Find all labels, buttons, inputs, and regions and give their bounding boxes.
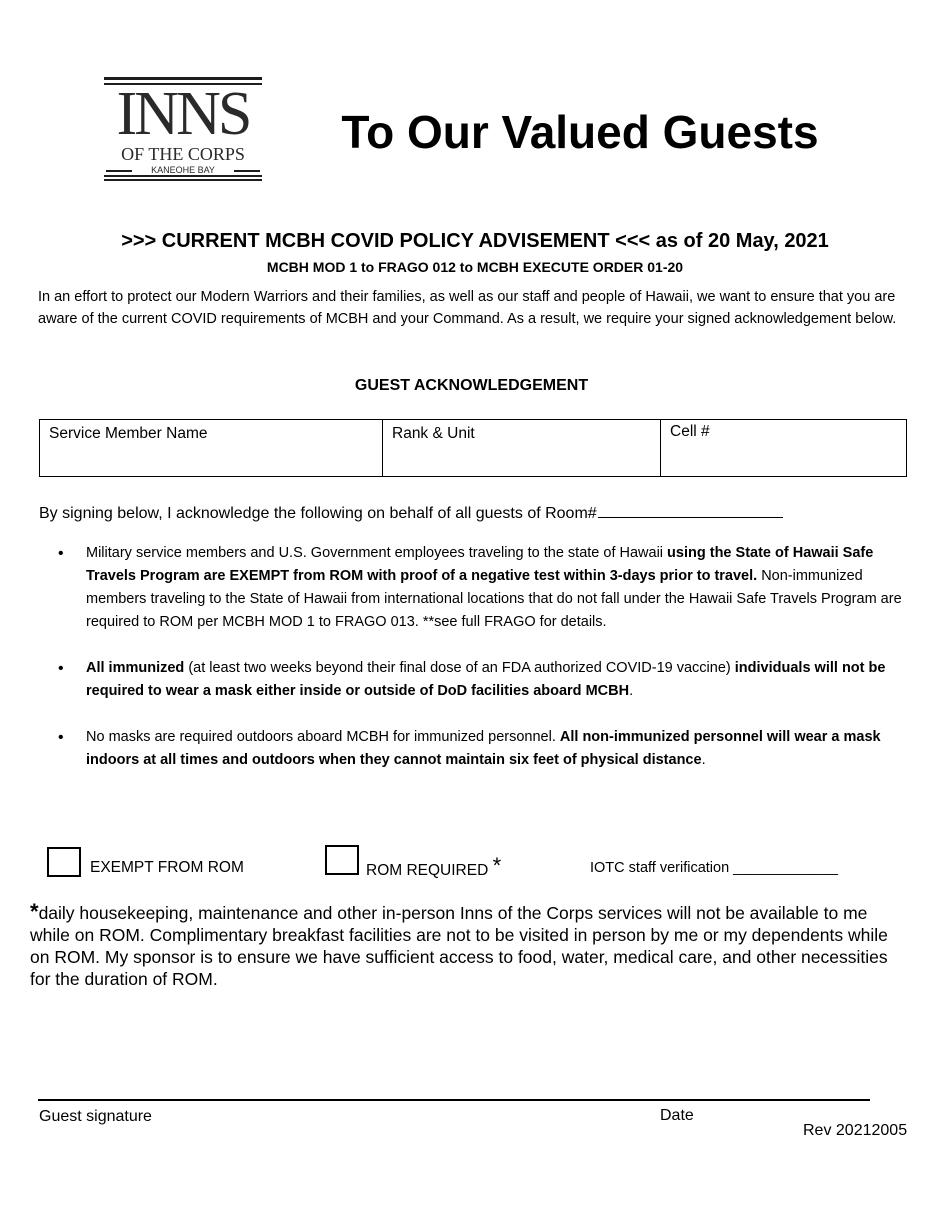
room-statement: [39, 503, 839, 525]
note-asterisk: *: [30, 899, 39, 924]
intro-paragraph: In an effort to protect our Modern Warriors and their families, as well as our staff and people of Hawaii, we want to ensure that you are aware of the current COVID requirements of MCBH and your Command. As a result, we require your signed acknowledgement below.: [38, 289, 897, 327]
rom-required-label-group: [366, 853, 502, 881]
acknowledgement-title: GUEST ACKNOWLEDGEMENT: [354, 377, 589, 394]
logo-bottom-bar-thin: [104, 175, 262, 177]
bullet-bold-text: using the State of Hawaii Safe Travels Program are EXEMPT from ROM with proof of a negative test within 3-days prior to travel.: [86, 545, 874, 584]
policy-bullet-list: [58, 542, 918, 795]
logo-sub-text: OF THE CORPS: [121, 144, 245, 164]
inns-of-the-corps-logo: [104, 77, 262, 181]
list-item: [58, 726, 918, 772]
page-title: To Our Valued Guests: [341, 106, 819, 158]
bullet-bold-text: individuals will not be required to wear a mask either inside or outside of DoD facilities aboard MCBH: [86, 660, 886, 699]
guest-info-table: [39, 419, 907, 477]
asterisk-icon: *: [492, 853, 502, 878]
bullet-bold-text: All immunized: [86, 660, 185, 676]
cell-number-label: Cell #: [670, 423, 710, 440]
list-item: [58, 542, 918, 634]
exempt-from-rom-label: EXEMPT FROM ROM: [90, 859, 244, 876]
exempt-from-rom-checkbox[interactable]: [47, 847, 81, 877]
bullet-text: Non-immunized members traveling to the State of Hawaii from international locations that do not fall under the Hawaii Safe Travels Program are required to ROM per MCBH MOD 1 to FRAGO 013. **see full FRAGO for details.: [86, 568, 902, 630]
bullet-bold-text: All non-immunized personnel will wear a mask indoors at all times and outdoors when they cannot maintain six feet of physical distance: [86, 729, 881, 768]
rank-unit-field[interactable]: [382, 420, 660, 476]
room-statement-text: By signing below, I acknowledge the following on behalf of all guests of Room#: [39, 505, 597, 522]
date-label: Date: [660, 1107, 694, 1124]
cell-number-field[interactable]: [660, 420, 906, 476]
revision-label: Rev 20212005: [803, 1122, 908, 1139]
bullet-icon: •: [58, 545, 64, 562]
guest-signature-label: Guest signature: [39, 1108, 152, 1125]
bullet-icon: •: [58, 729, 64, 746]
rom-note: [30, 899, 910, 990]
list-item: [58, 657, 918, 703]
room-number-blank[interactable]: [598, 503, 783, 518]
rom-required-label: ROM REQUIRED: [366, 862, 489, 879]
bullet-text: .: [701, 752, 706, 768]
bullet-text: No masks are required outdoors aboard MCBH for immunized personnel.: [86, 729, 560, 745]
logo-main-text: INNS: [116, 80, 250, 148]
logo-right-rule: [234, 170, 260, 172]
bullet-icon: •: [58, 660, 64, 677]
staff-verification-field[interactable]: IOTC staff verification _____________: [590, 860, 839, 876]
bullet-text: (at least two weeks beyond their final dose of an FDA authorized COVID-19 vaccine): [184, 660, 735, 676]
note-text: daily housekeeping, maintenance and other in-person Inns of the Corps services will not be available to me while on ROM. Complimentary breakfast facilities are not to be visited in person by me or my dependents while on ROM. My sponsor is to ensure we have sufficient access to food, water, medical care, and other necessities for the duration of ROM.: [30, 903, 888, 989]
bullet-text: .: [629, 683, 634, 699]
policy-heading: >>> CURRENT MCBH COVID POLICY ADVISEMENT <<< as of 20 May, 2021: [121, 230, 829, 252]
logo-bottom-bar: [104, 179, 262, 181]
service-member-name-label: Service Member Name: [49, 425, 208, 442]
rank-unit-label: Rank & Unit: [392, 425, 475, 442]
rom-required-checkbox[interactable]: [325, 845, 359, 875]
logo-location-text: KANEOHE BAY: [151, 165, 215, 175]
service-member-name-field[interactable]: [40, 420, 382, 476]
signature-line[interactable]: [38, 1099, 870, 1101]
logo-left-rule: [106, 170, 132, 172]
policy-subheading: MCBH MOD 1 to FRAGO 012 to MCBH EXECUTE ORDER 01-20: [266, 259, 684, 275]
bullet-text: Military service members and U.S. Government employees traveling to the state of Hawaii: [86, 545, 668, 561]
